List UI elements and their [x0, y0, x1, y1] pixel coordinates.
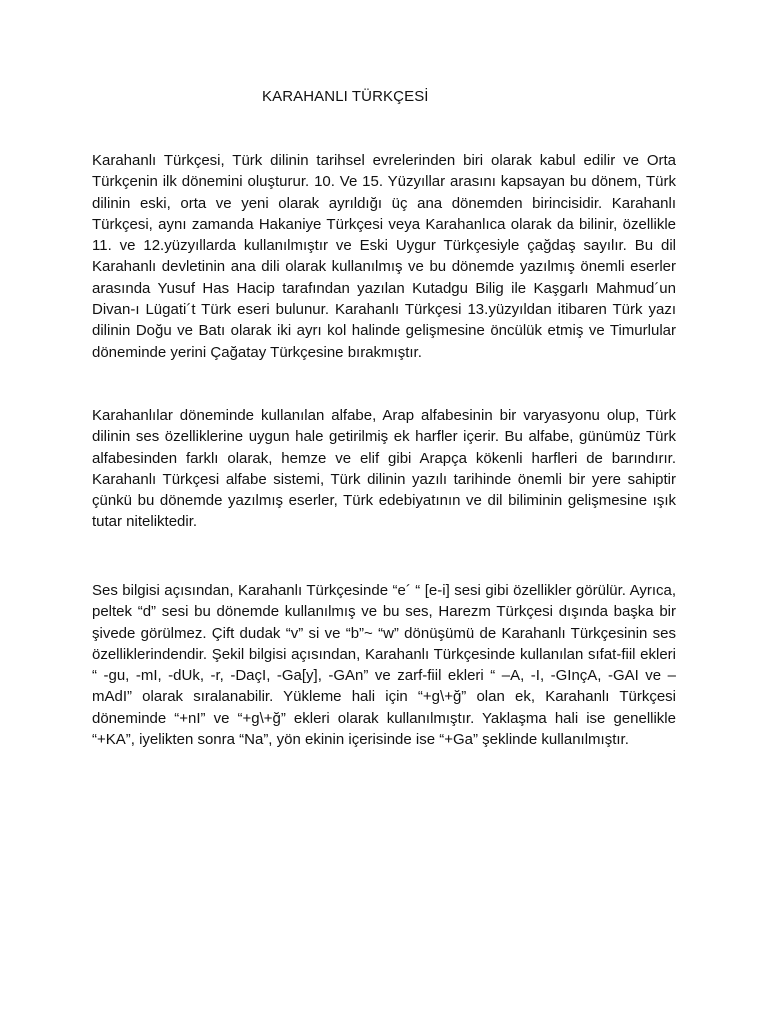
- paragraph-alphabet: Karahanlılar döneminde kullanılan alfabe, Arap alfabesinin bir varyasyonu olup, Türk dilinin ses özelliklerine uygun hale getirilmiş ek harfler içerir. Bu alfabe, günümüz Türk alfabesinden farklı olarak, hemze ve elif gibi Arapça kökenli harfleri de barındırır. Karahanlı Türkçesi alfabe sistemi, Türk dilinin yazılı tarihinde önemli bir yere sahiptir çünkü bu dönemde yazılmış eserler, Türk edebiyatının ve dil biliminin gelişmesine ışık tutar niteliktedir.: [92, 407, 676, 531]
- document-title: KARAHANLI TÜRKÇESİ: [262, 88, 429, 105]
- paragraph-phonology: Ses bilgisi açısından, Karahanlı Türkçesinde “e´ “ [e-i] sesi gibi özellikler görülür. Ayrıca, peltek “d” sesi bu dönemde kullanılmış ve bu ses, Harezm Türkçesi dışında başka bir şivede görülmez. Çift dudak “v” si ve “b”~ “w” dönüşümü de Karahanlı Türkçesinin ses özelliklerindendir. Şekil bilgisi açısından, Karahanlı Türkçesinde kullanılan sıfat-fiil ekleri “ -gu, -mI, -dUk, -r, -DaçI, -Ga[y], -GAn” ve zarf-fiil ekleri “ –A, -I, -GInçA, -GAI ve –mAdI” olarak sıralanabilir. Yükleme hali için “+g\+ğ” olan ek, Karahanlı Türkçesi döneminde “+nI” ve “+g\+ğ” ekleri olarak kullanılmıştır. Yaklaşma hali ise genellikle “+KA”, iyelikten sonra “Na”, yön ekinin içerisinde ise “+Ga” şeklinde kullanılmıştır.: [92, 582, 676, 749]
- paragraph-history: Karahanlı Türkçesi, Türk dilinin tarihsel evrelerinden biri olarak kabul edilir ve Orta Türkçenin ilk dönemini oluşturur. 10. Ve 15. Yüzyıllar arasını kapsayan bu dönem, Türk dilinin eski, orta ve yeni olarak ayrıldığı üç ana dönemden birincisidir. Karahanlı Türkçesi, aynı zamanda Hakaniye Türkçesi veya Karahanlıca olarak da bilinir, özellikle 11. ve 12.yüzyıllarda kullanılmıştır ve Eski Uygur Türkçesiyle çağdaş sayılır. Bu dil Karahanlı devletinin ana dili olarak kullanılmış ve bu dönemde yazılmış önemli eserler arasında Yusuf Has Hacip tarafından yazılan Kutadgu Bilig ile Kaşgarlı Mahmud´un Divan-ı Lügati´t Türk eseri bulunur. Karahanlı Türkçesi 13.yüzyıldan itibaren Türk yazı dilinin Doğu ve Batı olarak iki ayrı kol halinde gelişmesine öncülük etmiş ve Timurlular döneminde yerini Çağatay Türkçesine bırakmıştır.: [92, 152, 676, 361]
